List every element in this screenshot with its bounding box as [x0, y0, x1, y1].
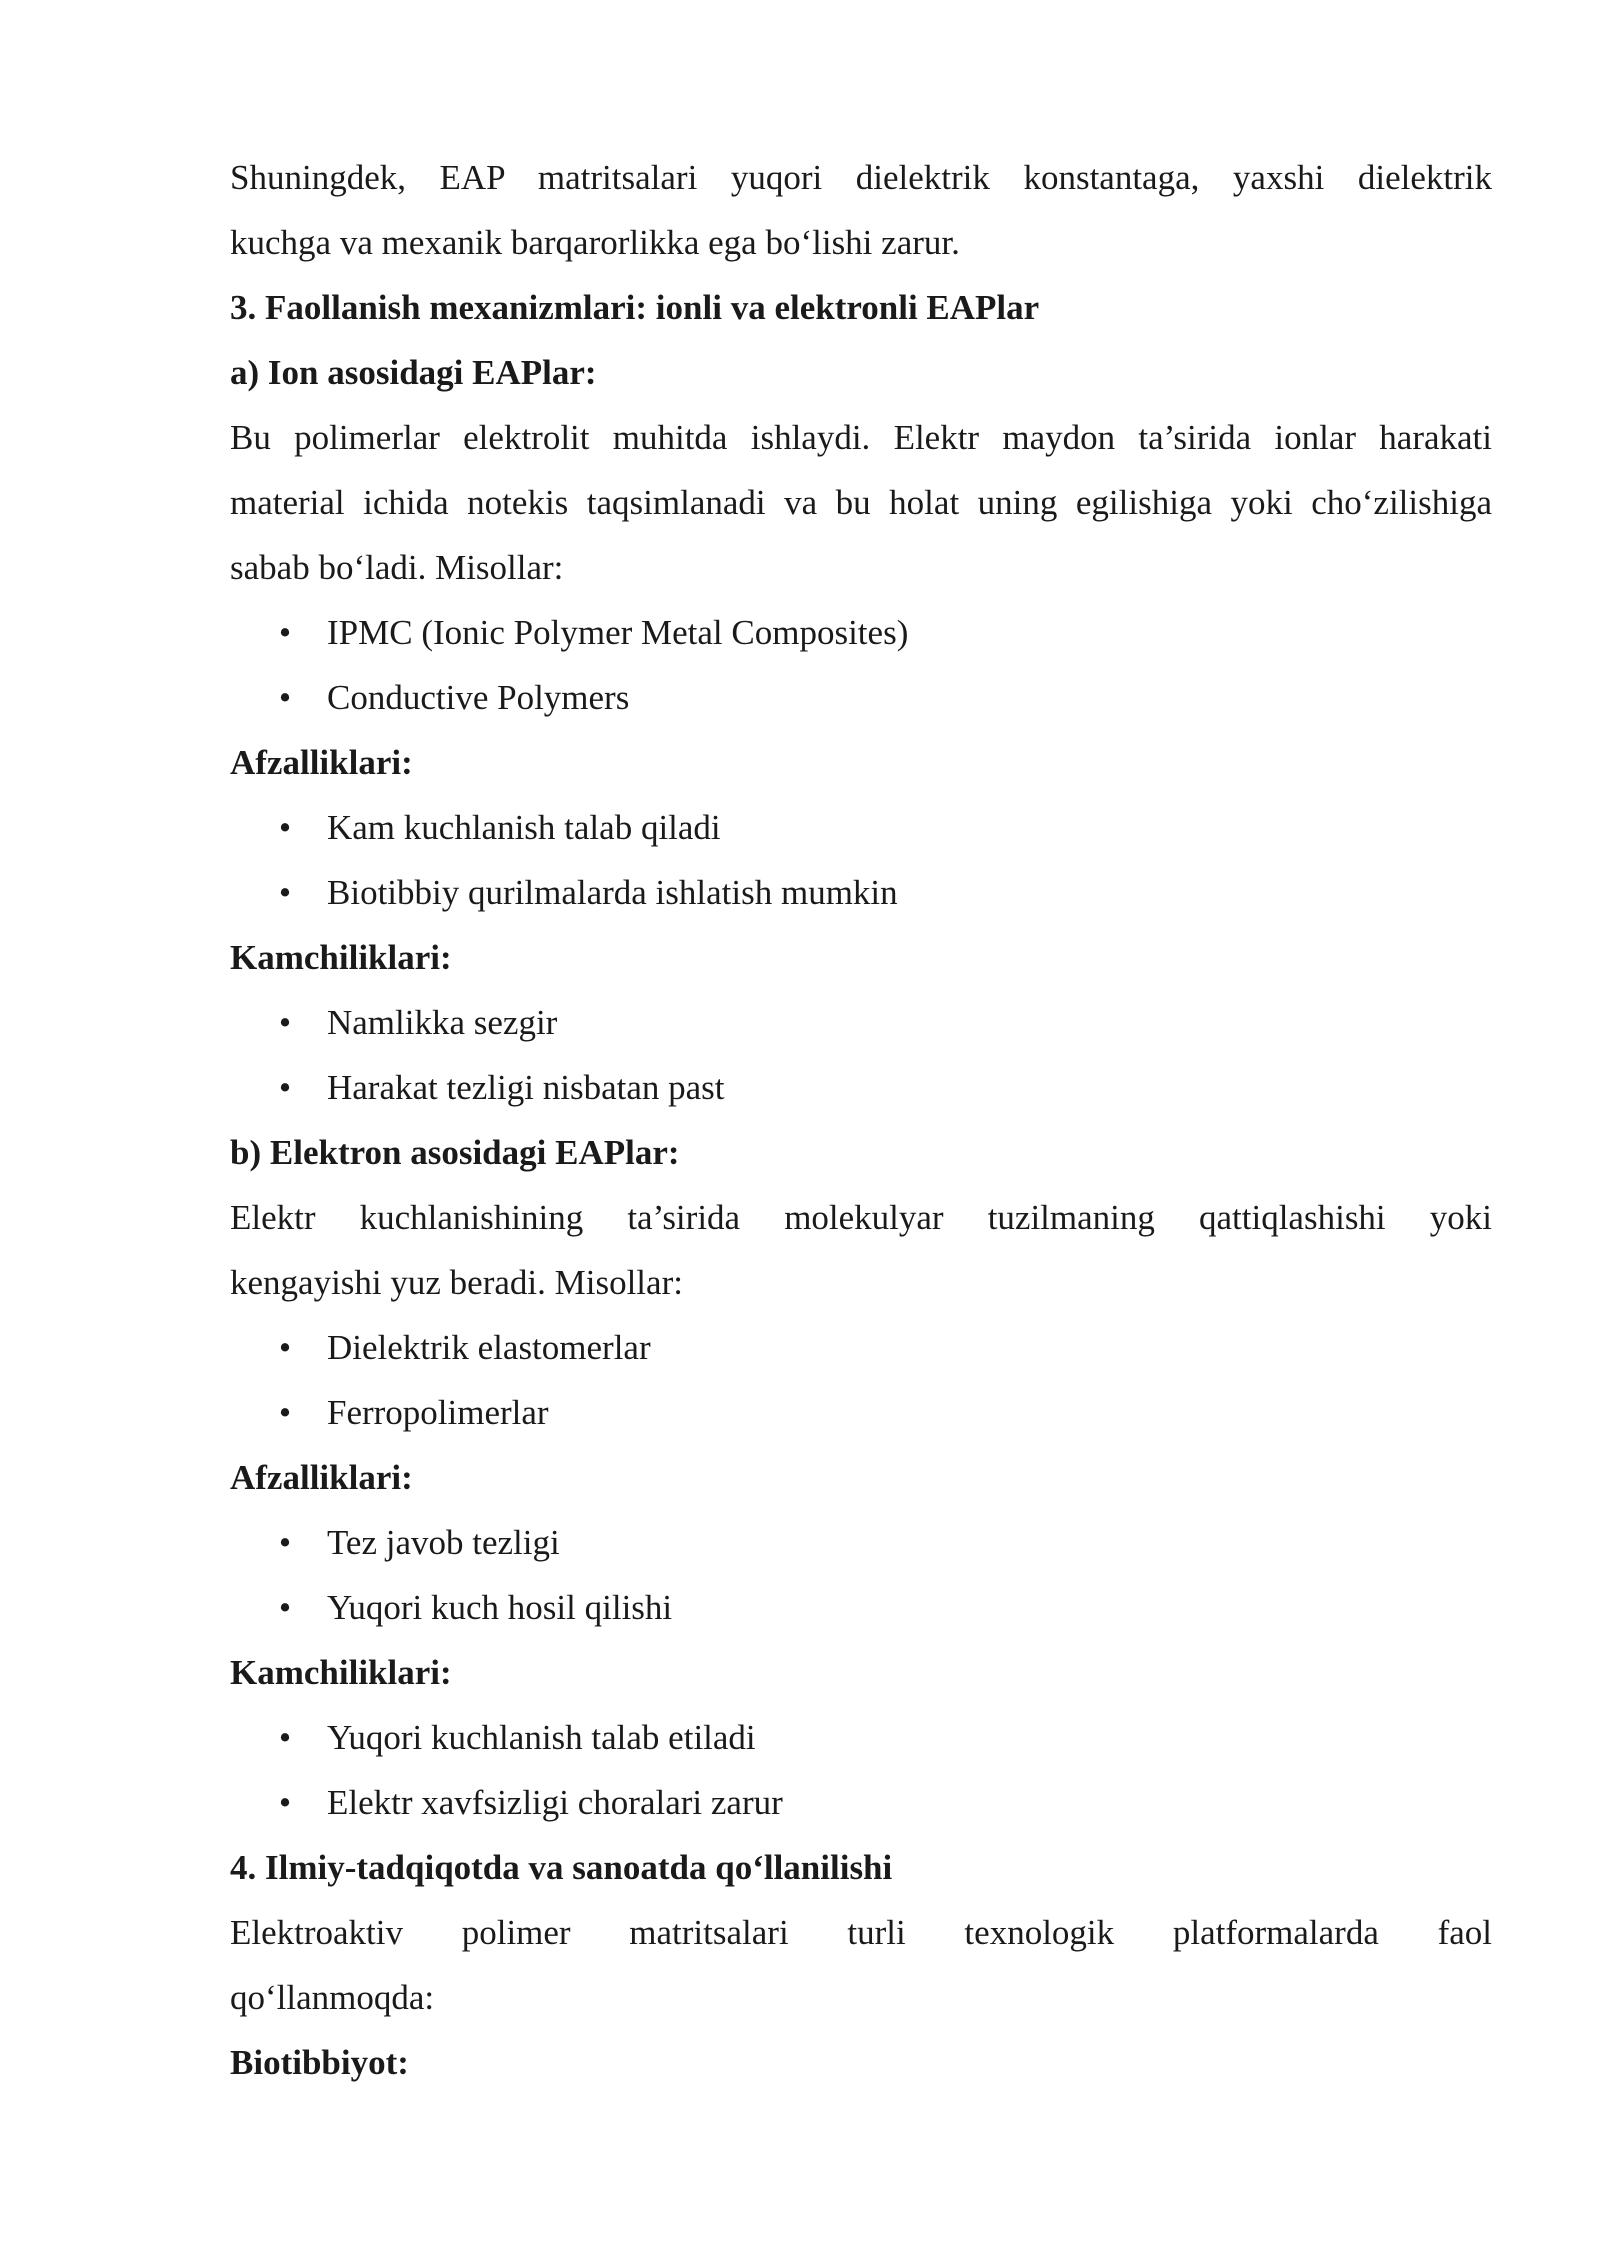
ion-disadvantage-2: Harakat tezligi nisbatan past: [327, 1068, 725, 1107]
list-item: [230, 1510, 1492, 1575]
bullet-icon: •: [278, 1328, 292, 1367]
electron-advantage-1: Tez javob tezligi: [327, 1523, 560, 1562]
list-item: [230, 1315, 1492, 1380]
ion-example-2: Conductive Polymers: [327, 678, 630, 717]
bullet-icon: •: [278, 808, 292, 847]
electron-paragraph-line-1: Elektr kuchlanishining ta’sirida molekulyar tuzilmaning qattiqlashishi yoki: [230, 1198, 1492, 1237]
electron-example-1: Dielektrik elastomerlar: [327, 1328, 651, 1367]
list-item: [230, 600, 1492, 665]
bullet-icon: •: [278, 613, 292, 652]
intro-line-1: Shuningdek, EAP matritsalari yuqori dielektrik konstantaga, yaxshi dielektrik: [230, 158, 1492, 197]
section-4-paragraph-line-2: qo‘llanmoqda:: [230, 1978, 435, 2017]
bullet-icon: •: [278, 1393, 292, 1432]
electron-advantages-label: Afzalliklari:: [230, 1458, 413, 1497]
electron-disadvantage-1: Yuqori kuchlanish talab etiladi: [327, 1718, 756, 1757]
list-item: [230, 990, 1492, 1055]
bullet-icon: •: [278, 1003, 292, 1042]
list-item: [230, 665, 1492, 730]
list-item: [230, 1380, 1492, 1445]
ion-example-1: IPMC (Ionic Polymer Metal Composites): [327, 613, 909, 652]
bullet-icon: •: [278, 873, 292, 912]
ion-advantages-label: Afzalliklari:: [230, 743, 413, 782]
ion-disadvantage-1: Namlikka sezgir: [327, 1003, 558, 1042]
ion-paragraph-line-2: material ichida notekis taqsimlanadi va bu holat uning egilishiga yoki cho‘zilishiga: [230, 483, 1492, 522]
list-item: [230, 795, 1492, 860]
bullet-icon: •: [278, 678, 292, 717]
list-item: [230, 1705, 1492, 1770]
ion-paragraph-line-1: Bu polimerlar elektrolit muhitda ishlaydi. Elektr maydon ta’sirida ionlar harakati: [230, 418, 1492, 457]
bullet-icon: •: [278, 1783, 292, 1822]
ion-disadvantages-label: Kamchiliklari:: [230, 938, 452, 977]
ion-eap-heading: a) Ion asosidagi EAPlar:: [230, 353, 597, 392]
electron-eap-heading: b) Elektron asosidagi EAPlar:: [230, 1133, 680, 1172]
bullet-icon: •: [278, 1068, 292, 1107]
ion-advantage-1: Kam kuchlanish talab qiladi: [327, 808, 721, 847]
intro-line-2: kuchga va mexanik barqarorlikka ega bo‘lishi zarur.: [230, 223, 960, 262]
ion-advantage-2: Biotibbiy qurilmalarda ishlatish mumkin: [327, 873, 898, 912]
section-3-heading: 3. Faollanish mexanizmlari: ionli va elektronli EAPlar: [230, 288, 1040, 327]
biomedicine-heading: Biotibbiyot:: [230, 2043, 409, 2082]
electron-advantage-2: Yuqori kuch hosil qilishi: [327, 1588, 673, 1627]
electron-disadvantages-label: Kamchiliklari:: [230, 1653, 452, 1692]
list-item: [230, 1770, 1492, 1835]
list-item: [230, 1575, 1492, 1640]
bullet-icon: •: [278, 1718, 292, 1757]
bullet-icon: •: [278, 1588, 292, 1627]
document-body: [230, 145, 1492, 2095]
list-item: [230, 1055, 1492, 1120]
electron-paragraph-line-2: kengayishi yuz beradi. Misollar:: [230, 1263, 683, 1302]
list-item: [230, 860, 1492, 925]
ion-paragraph-line-3: sabab bo‘ladi. Misollar:: [230, 548, 564, 587]
section-4-heading: 4. Ilmiy-tadqiqotda va sanoatda qo‘llanilishi: [230, 1848, 893, 1887]
section-4-paragraph-line-1: Elektroaktiv polimer matritsalari turli texnologik platformalarda faol: [230, 1913, 1492, 1952]
bullet-icon: •: [278, 1523, 292, 1562]
electron-example-2: Ferropolimerlar: [327, 1393, 549, 1432]
electron-disadvantage-2: Elektr xavfsizligi choralari zarur: [327, 1783, 783, 1822]
